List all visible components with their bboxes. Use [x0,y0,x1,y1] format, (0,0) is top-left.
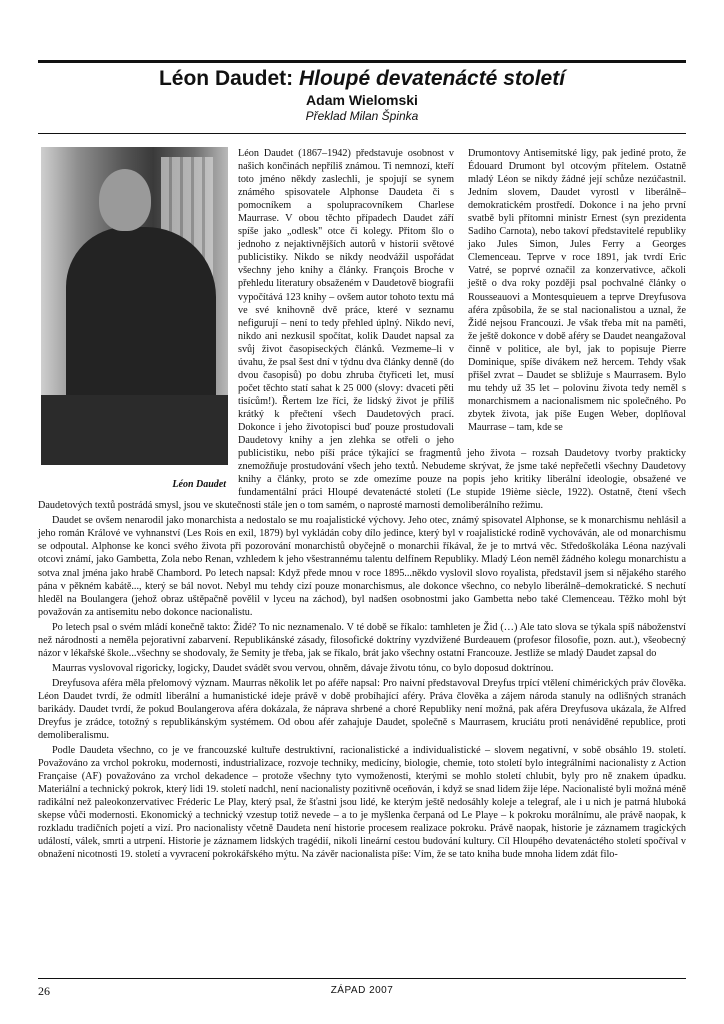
paragraph-19th-century: Podle Daudeta všechno, co je ve francouzské kultuře destruktivní, racionalistické a individualistické – slovem negativní, v sobě obsáhlo 19. století. Považováno za vrchol pokroku, modernosti, industrializace, rozvoje techniky, medicíny, biologie, chemie, toto století bylo integrálními nacionalisty z Action Française (AF) považováno za vrchol dekadence – protože všechny tyto vymoženosti, kterými se mohlo století chlubit, byly pro ně znakem úpadku. Materiální a technický pokrok, který lidi 19. století nadchl, není nacionalisty pozitivně oceňován, i když se snad lidem žije lépe. Nacionalisté byli možná méně radikální než paleokonzervativec Fréderic Le Play, který psal, že šťastni jsou lidé, ke kterým ještě nedosáhly koleje a telegraf, ale i u nich je patrná hluboká skepse vůči modernosti. Ekonomický a technický vzestup totiž nevede – a to je myšlenka čerpaná od Le Playe – k pokroku morálnímu, ale právě naopak, k rozkladu tradičních pojetí a vizí. Pro nacionalisty včetně Daudeta není historie procesem realizace pokroku. Právě naopak, historie je záznamem tragických událostí, válek, smrti a utrpení. Historie je záznamem lidských tragédií, nikoli lineární cestou budování kultury. Cíl Hloupého devatenáctého století spočíval v obnažení nicotnosti 19. století a vyvracení pokrokářského mýtu. Na závěr nacionalista píše: Vím, že se tato kniha bude mnoha lidem zdát filo- [38,745,686,861]
article-author: Adam Wielomski [306,92,418,108]
title-name: Léon Daudet: [158,67,294,90]
article-header [38,66,686,124]
title-work: Hloupé devatenácté století [298,67,566,90]
paragraph-jews: Po letech psal o svém mládí konečně takto: Židé? To nic neznamenalo. V té době se říkalo: tamhleten je Žid (…) Ale tato slova se týkala spíš náboženství než národnosti a neměla pejorativní zabarvení. Republikánské zásady, filosofické doktríny vyzdvižené Burdeauem (profesor filosofie, pozn. aut.), všeobecný názor v lékařské škole...všechny se shodovaly, že Semity je třeba, jak se říkalo, brát jako všechny ostatní Francouze. Jestliže se mladý Daudet zapsal do [38,621,686,659]
photo-figure [41,147,228,492]
portrait-photo [41,147,228,465]
paragraph-upbringing: Daudet se ovšem nenarodil jako monarchista a nedostalo se mu roajalistické výchovy. Jeho otec, známý spisovatel Alphonse, se k monarchismu nehlásil a jeho román Králové ve vyhnanství (Les Rois en exil, 1879) byl vykládán coby dílo jedince, který byl v roajalistické rodině vychováván, ale od monarchismu se odpoutal. Alphonse ke konci svého života při pozorování monarchistů obyčejně o monarchii říkával, že je to mrtvá věc. Středoškoláka Léona nazývali otcovi známí, jako Gambetta, Zola nebo Renan, vzhledem k jeho všestrannému talentu delfínem Republiky. Mladý Léon neměl žádného kolegu monarchistu a sotva znal jména jako hrabě Chambord. Po letech napsal: Když přede mnou v roce 1895...někdo vyslovil slovo royalista, představil jsem si nějakého starého pána v pěkném kabátě..., který se bál novot. Nebyl mu tehdy cizí pouze monarchismus, ale dokonce všechno, co nebylo liberálně–demokratické. S nechutí hleděl na Boulangera (jehož obraz uštěpačně povělil v lyceu na záchod), byl nadšen osobnostmi jako Gambetta nebo také Clemenceau. Těžko mohl být považován za antisemitu nebo dokonce nacionalistu. [38,515,686,618]
page-number: 26 [38,984,50,998]
article-translator: Překlad Milan Špinka [305,109,419,123]
magazine-name: ZÁPAD 2007 [330,985,394,996]
right-column-text: Drumontovy Antisemitské ligy, pak jediné proto, že Édouard Drumont byl otcovým přítelem. Ostatně mladý Léon se nikdy žádné její schůze nezúčastnil. Jedním slovem, Daudet vyrostl v liberálně–demokratickém prostředí. Dokonce i na jeho první svatbě byli přítomni ministr Ernest (syn prezidenta Sadiho Carnota), nebo takoví představitelé republiky jako Jules Simon, Jules Ferry a Georges Clemenceau. Teprve v roce 1891, jak tvrdí Eric Vatré, se poprvé označil za konzervativce, ačkoli ještě o dva roky později psal pochvalné články o Rousseauovi a Montesquieuem a teprve Dreyfusova aféra způsobila, že se stal nacionalistou a uznal, že Židé nejsou Francouzi. Je však třeba mít na paměti, že ještě dokonce v době aféry se Daudet neangažoval činně v politice, ale byl, jak to popisuje Pierre Dominique, spíše divákem než hercem. Tehdy však přišel zvrat – Daudet se sbližuje s Maurrasem. Bylo mu tehdy už 35 let – polovinu života tedy neměl s monarchismem a nacionalismem nic společného. Po zbytek života, jak píše Eugen Weber, doplňoval Maurrase – tam, kde se [468,148,686,433]
footer-rule [38,978,686,979]
photo-caption: Léon Daudet [172,479,226,490]
paragraph-intro: Léon Daudet (1867–1942) představuje osobnost v našich končinách nepříliš známou. Ti nemnozí, kteří toto jméno někdy zaslechli, je spojují se synem známého spisovatele Alphonse Daudeta či s pomocníkem a spolupracovníkem Charlese Maurrase. V obou těchto případech Daudet září spíše jako „odlesk" otce či kolegy. Přitom šlo o jednoho z nejaktivnějších autorů v historii světové publicistiky. Nikdo se nikdy neodvážil uspořádat všechny jeho knihy a články. François Broche v přehledu literatury obsaženém v Daudetově biografii vypočítává 123 knihy – ovšem autor tohoto textu má ve své knihovně dvě práce, které v seznamu nefigurují – není to tedy přehled úplný. Nikdo neví, nikdo ani nezkusil spočítat, kolik Daudet napsal za svůj život časopiseckých článků. Vezmeme–li v úvahu, že psal šest dní v týdnu dva články denně (do dvou časopisů) po dobu zhruba čtyřiceti let, musí počet těchto statí sahat k 25 000 (slovy: dvaceti pěti tisícům!). Řertem lze říci, že lidský život je příliš krátký k přečtení všech Daudetových prací. Dokonce i jeho životopisci buď pouze prostudovali Daudetovy knihy a jen zlehka se otřeli o jeho publicistiku, nebo píší práce týkající se fragmentů jeho života – rozsah Daudetovy tvorby prakticky znemožňuje prostudování všech jeho textů. Nebudeme skrývat, že jsme také nepřečetli všechny Daudetovy knihy a články, proto se zde omezíme pouze na popis jeho kritiky liberální ideologie, obsažené ve fundamentální práci Hloupé devatenácté století (Le stupide 19ième siècle, 1922). Ostatně, čtení všech Daudetových textů postrádá smysl, jsou ve skutečnosti stále jen o tom samém, o naprosté marnosti demoliberálního režimu. [38,148,686,512]
top-rule [38,60,686,63]
header-rule [38,133,686,134]
paragraph-dreyfus: Dreyfusova aféra měla přelomový význam. Maurras několik let po aféře napsal: Pro naivní představoval Dreyfus trpící vtělení chimérických práv člověka. Léon Daudet tvrdí, že odmítl liberální a humanistické ideje právě v době probíhající aféry. Práva člověka a zájem národa stanuly na odlišných stranách barikády. Daudet tvrdí, že pokud Boulangerova aféra dokázala, že náprava shrbené a choré Republiky není možná, pak aféra Dreyfusova ukázala, že Alfred Dreyfus je zrádce, totožný s republikánským systémem. Od obou afér zahajuje Daudet, společně s Maurrasem, kruciátu proti nenáviděné republice, proti demoliberalismu. [38,677,686,742]
article-title [38,66,686,92]
right-column [468,147,686,436]
paragraph-maurras: Maurras vyslovoval rigoricky, logicky, Daudet svádět svou vervou, ohněm, dávaje životu tónu, co bylo doposud doktrínou. [52,662,554,674]
article-body [38,147,686,972]
